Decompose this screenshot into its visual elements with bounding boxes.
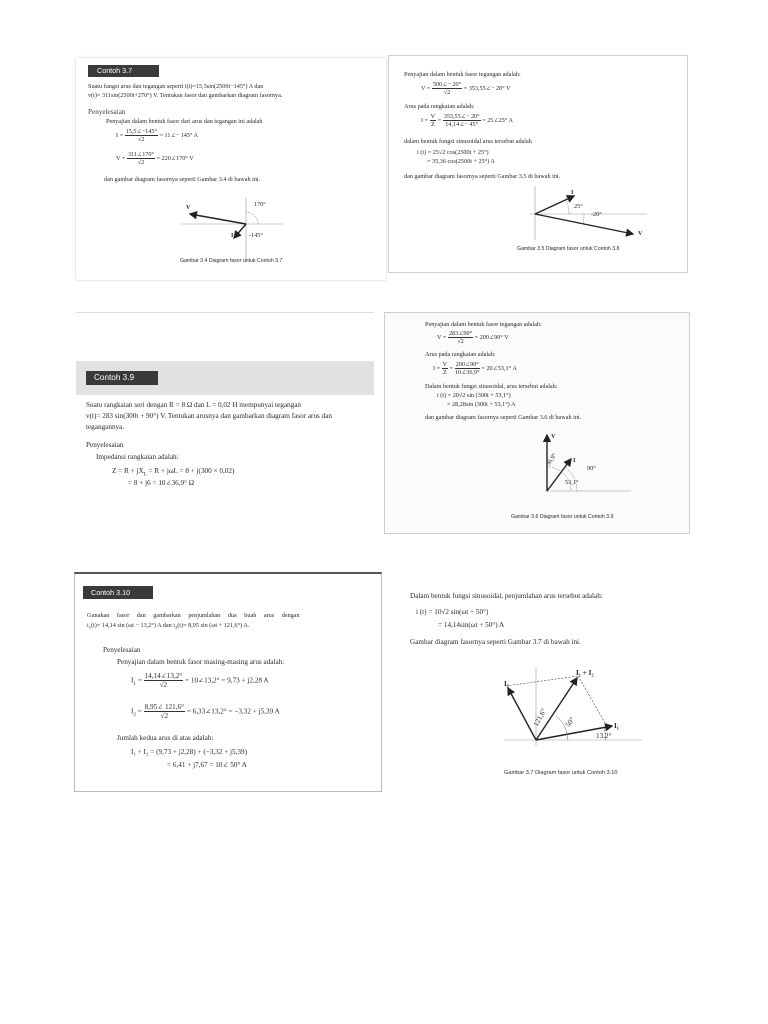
equation-voltage: V = $\frac{311\angle 170^\circ}{√2}$ = 220∠170° V [116, 151, 194, 167]
equation-impedance: $Z = R + jX_L = R + j\omega L = 8 + j(300 \times 0,02)$ [112, 467, 235, 478]
panel-contoh-3-10 [74, 572, 382, 792]
closing-text: dan gambar diagram fasornya seperti Gambar 3.5 di bawah ini. [404, 173, 561, 180]
equation-sum: = 6,41 + j7,67 = 10∠ 50° A [167, 761, 247, 769]
label-i1: I₁ [614, 722, 619, 730]
solution-intro: Impedansi rangkaian adalah: [96, 453, 179, 461]
equation-time: = 14,14sin(ωt + 50°) A [438, 621, 505, 629]
text-line: Penyajian dalam bentuk fasor tegangan adalah: [404, 71, 521, 78]
phasor-i2 [508, 688, 536, 740]
text-line: Penyajian dalam bentuk fasor tegangan adalah: [425, 321, 542, 328]
label-i: I [573, 457, 576, 464]
phasor-i [535, 196, 574, 214]
closing-text: dan gambar diagram fasornya seperti Gambar 3.6 di bawah ini. [425, 414, 582, 421]
text-line: Arus pada rangkaian adalah: [404, 103, 475, 110]
arc-170 [246, 212, 258, 224]
label-i2: I₂ [504, 680, 509, 688]
label-v: V [186, 204, 191, 211]
label-i1-plus-i2: I₁ + I₂ [576, 669, 594, 677]
equation-i2: $I_2$ = $\frac{8,95\angle 121,6^\circ}{√2}$ = 6,33∠13,2° = −3,32 + j5,39 A [131, 703, 280, 721]
dashed-parallel [506, 676, 578, 686]
problem-text: tegangannya. [86, 423, 125, 431]
figure-caption: Gambar 3.6 Diagram fasor untuk Contoh 3.9 [511, 514, 614, 520]
sum-intro: Jumlah kedua arus di atas adalah: [117, 734, 214, 742]
solution-title: Penyelesaian [103, 646, 141, 654]
label-angle-90: 90° [587, 465, 596, 472]
label-angle-132: 13,2° [596, 732, 612, 740]
equation-current: I = $\frac{V}{Z}$ = $\frac{200\angle 90^\circ}{10\angle 36,9^\circ}$ = 20∠53,1° A [433, 361, 517, 377]
text-line: Arus pada rangkaian adalah: [425, 351, 496, 358]
equation-current: I = $\frac{15,5\angle-145^\circ}{√2}$ = 11∠− 145° A [116, 128, 199, 144]
phasor-i [234, 224, 246, 238]
label-angle-170: 170° [254, 201, 266, 208]
figure-caption: Gambar 3.7 Diagram fasor untuk Contoh 3.10 [504, 770, 618, 776]
panel-contoh-3-10-cont [386, 576, 688, 790]
label-v: V [638, 230, 643, 237]
equation-time: i (t) = 20√2 sin (300t + 53,1°) [437, 392, 511, 399]
solution-intro: Penyajian dalam bentuk fasor dari arus dan tegangan ini adalah [106, 118, 263, 125]
problem-text: v(t)= 311sin(2500t+270°) V. Tentukan fasor dan gambarkan diagram fasornya. [88, 92, 283, 99]
problem-text: Suatu fungsi arus dan tegangan seperti i(t)=15,5sin(2500t−145°) A dan [88, 83, 264, 90]
equation-voltage: V = $\frac{500\angle- 20^\circ}{√2}$ = 353,55∠− 20° V [421, 81, 511, 97]
equation-time: i (t) = 25√2 cos(2500t + 25°) [417, 149, 489, 156]
label-angle-531: 53,1° [565, 479, 579, 486]
equation-i1: $I_1$ = $\frac{14,14\angle 13,2^\circ}{√2}$ = 10∠13,2° = 9,73 + j2,28 A [131, 672, 269, 690]
text-line: dalam bentuk fungsi sinusoidal arus tersebut adalah [404, 138, 532, 145]
label-angle-145: -145° [249, 232, 263, 239]
phasor-diagram-3-6 [525, 431, 635, 501]
phasor-diagram-3-4 [176, 196, 286, 266]
equation-impedance: = 8 + j6 = 10∠36,9° Ω [128, 479, 195, 487]
panel-contoh-3-9 [76, 312, 374, 542]
label-angle-50: 50° [564, 715, 577, 729]
closing-text: dan gambar diagram fasornya seperti Gambar 3.4 di bawah ini. [104, 176, 261, 183]
equation-voltage: V = $\frac{283\angle 90^\circ}{√2}$ = 200∠90° V [437, 330, 509, 346]
equation-time: i (t) = 10√2 sin(ωt + 50°) [416, 608, 489, 616]
solution-intro: Penyajian dalam bentuk fasor masing-masing arus adalah: [117, 658, 285, 666]
figure-caption: Gambar 3.4 Diagram fasor untuk Contoh 3.7 [180, 258, 283, 264]
phasor-diagram-3-5 [529, 186, 649, 242]
equation-time: = 28,28sin (300t + 53,1°) A [447, 401, 516, 408]
problem-text: Suatu rangkaian seri dengan R = 8 Ω dan L = 0,02 H mempunyai tegangan [86, 401, 301, 409]
arc-25 [566, 200, 569, 214]
solution-title: Penyelesaian [86, 441, 124, 449]
panel-contoh-3-7 [76, 58, 386, 280]
equation-sum: I₁ + I₂ = (9,73 + j2,28) + (−3,32 + j5,39) [131, 748, 247, 756]
example-header: Contoh 3.9 [86, 371, 158, 385]
label-angle-20: -20° [591, 211, 602, 218]
problem-text: Gunakan fasor dan gambarkan penjumlahan dua buah arus dengan [87, 612, 300, 619]
panel-contoh-3-8 [388, 55, 688, 273]
example-header: Contoh 3.7 [88, 65, 159, 77]
label-angle-25: 25° [574, 203, 583, 210]
text-line: Dalam bentuk fungsi sinusoidal, penjumlahan arus tersebut adalah: [410, 592, 603, 600]
example-header: Contoh 3.10 [83, 586, 153, 599]
figure-caption: Gambar 3.5 Diagram fasor untuk Contoh 3.8 [517, 246, 620, 252]
closing-text: Gambar diagram fasornya seperti Gambar 3.7 di bawah ini. [410, 638, 581, 646]
label-angle-1216: 121,6° [532, 707, 549, 728]
panel-contoh-3-9-cont [384, 312, 690, 534]
phasor-v [190, 214, 246, 224]
phasor-diagram-3-7 [494, 668, 644, 748]
label-v: V [551, 433, 556, 440]
solution-title: Penyelesaian [88, 108, 126, 116]
problem-text: $i_1(t)= 14,14$ sin (ωt − 13,2°) A dan $i_2(t)= 8,95$ sin (ωt + 121,6°) A. [87, 622, 250, 631]
arc-20 [583, 214, 584, 224]
label-i: I [571, 189, 574, 196]
label-angle-369: 36,9° [545, 452, 559, 468]
problem-text: v(t)= 283 sin(300t + 90°) V. Tentukan arusnya dan gambarkan diagram fasor arus dan [86, 412, 333, 420]
equation-current: I = $\frac{V}{Z}$ = $\frac{353,55\angle- 20^\circ}{14,14\angle- 45^\circ}$ = 25∠25° A [421, 113, 513, 129]
label-i: I [231, 232, 234, 239]
equation-time: = 35,36 cos(2500t + 25°) A [427, 158, 495, 165]
dashed-parallel [578, 676, 608, 728]
text-line: Dalam bentuk fungsi sinusoidal, arus tersebut adalah: [425, 383, 558, 390]
